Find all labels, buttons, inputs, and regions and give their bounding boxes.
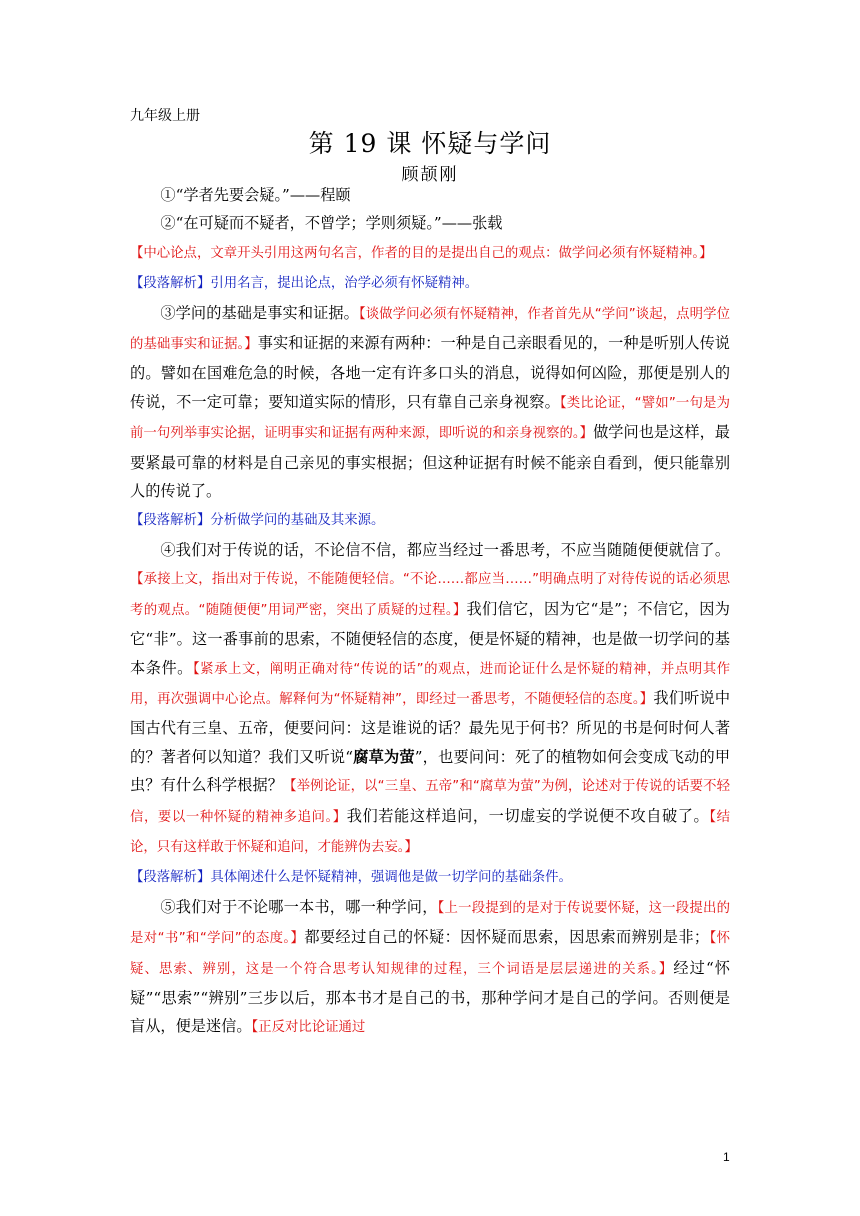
- page-number: 1: [723, 1150, 730, 1164]
- emphasized-phrase: 腐草为萤: [353, 747, 415, 766]
- paragraph-text: ④我们对于传说的话，不论信不信，都应当经过一番思考，不应当随随便便就信了。: [160, 540, 730, 559]
- inline-note: 【紧承上文，阐明正确对待“传说的话”的观点，进而论证什么是怀疑的精神，并点明其作用，再次强调中心论点。解释何为“怀疑精神”，即经过一番思考，不随便轻信的态度。】: [130, 661, 731, 707]
- quote-2: ②“在可疑而不疑者，不曾学；学则须疑。”——张载: [160, 214, 503, 233]
- inline-note: 【类比论证，“譬如”一句是为前一句列举事实论据，证明事实和证据有两种来源，即听说的和亲身视察的。】: [130, 395, 730, 442]
- quote-1: ①“学者先要会疑。”——程颐: [160, 186, 351, 204]
- paragraph-text: ③学问的基础是事实和证据。: [160, 303, 359, 322]
- paragraph-analysis-3: [130, 862, 730, 892]
- paragraph-analysis-2: [130, 505, 730, 535]
- grade-header: 九年级上册: [130, 108, 200, 124]
- paragraph-text: 都要经过自己的怀疑：因怀疑而思索，因思索而辨别是非；: [304, 928, 710, 947]
- paragraph-5: [130, 893, 730, 1043]
- lesson-title: 第 19 课 怀疑与学问: [308, 129, 552, 158]
- analysis-text: 【段落解析】分析做学问的基础及其来源。: [130, 513, 385, 529]
- article-body: [130, 181, 730, 1043]
- paragraph-text: ”，也要问问：死了的植物如何会变成飞动的甲虫？有什么科学根据？: [130, 747, 731, 795]
- paragraph-3: [130, 299, 730, 506]
- paragraph-text: ⑤我们对于不论哪一本书，哪一种学问，: [160, 897, 438, 916]
- paragraph-text: 我们听说中国古代有三皇、五帝，便要问问：这是谁说的话？最先见于何书？所见的书是何时何人著的？著者何以知道？我们又听说“: [130, 688, 731, 766]
- note-central-argument: 【中心论点，文章开头引用这两句名言，作者的目的是提出自己的观点：做学问必须有怀疑精神。】: [130, 245, 713, 261]
- paragraph-text: 我们若能这样追问，一切虚妄的学说便不攻自破了。: [346, 806, 710, 825]
- analysis-text: 【段落解析】具体阐述什么是怀疑精神，强调他是做一切学问的基础条件。: [130, 870, 572, 886]
- inline-note: 【结论，只有这样敢于怀疑和追问，才能辨伪去妄。】: [130, 809, 730, 855]
- paragraph-text: 事实和证据的来源有两种：一种是自己亲眼看见的，一种是听别人传说的。譬如在国难危急的时候，各地一定有许多口头的消息，说得如何凶险，那便是别人的传说，不一定可靠；要知道实际的情形，只有靠自己亲身视察。: [130, 334, 730, 411]
- annotation-paragraph-1: [130, 238, 730, 268]
- paragraph-text: 做学问也是这样，最要紧最可靠的材料是自己亲见的事实根据；但这种证据有时候不能亲自看到，便只能靠别人的传说了。: [130, 423, 730, 501]
- paragraph-text: 我们信它，因为它“是”；不信它，因为它“非”。这一番事前的思索，不随便轻信的态度，便是怀疑的精神，也是做一切学问的基本条件。: [130, 599, 730, 677]
- paragraph-4: [130, 536, 730, 862]
- inline-note: 【上一段提到的是对于传说要怀疑，这一段提出的是对“书”和“学问”的态度。】: [130, 900, 730, 947]
- analysis-text: 【段落解析】引用名言，提出论点，治学必须有怀疑精神。: [130, 276, 479, 292]
- inline-note: 【承接上文，指出对于传说，不能随便轻信。“不论……都应当……”明确点明了对待传说的话必须思考的观点。“随随便便”用词严密，突出了质疑的过程。】: [130, 572, 730, 618]
- paragraph-text: 经过“怀疑”“思索”“辨别”三步以后，那本书才是自己的书，那种学问才是自己的学问。否则便是盲从，便是迷信。: [130, 958, 730, 1036]
- paragraph-analysis-1: [130, 268, 730, 298]
- inline-note: 【怀疑、思索、辨别，这是一个符合思考认知规律的过程，三个词语是层层递进的关系。】: [130, 931, 731, 977]
- inline-note: 【正反对比论证通过: [251, 1020, 366, 1036]
- author-name: 顾颉刚: [401, 165, 459, 185]
- inline-note: 【谈做学问必须有怀疑精神，作者首先从“学问”谈起，点明学位的基础事实和证据。】: [130, 306, 730, 353]
- inline-note: 【举例论证，以“三皇、五帝”和“腐草为萤”为例，论述对于传说的话要不轻信，要以一种怀疑的精神多追问。】: [130, 779, 731, 825]
